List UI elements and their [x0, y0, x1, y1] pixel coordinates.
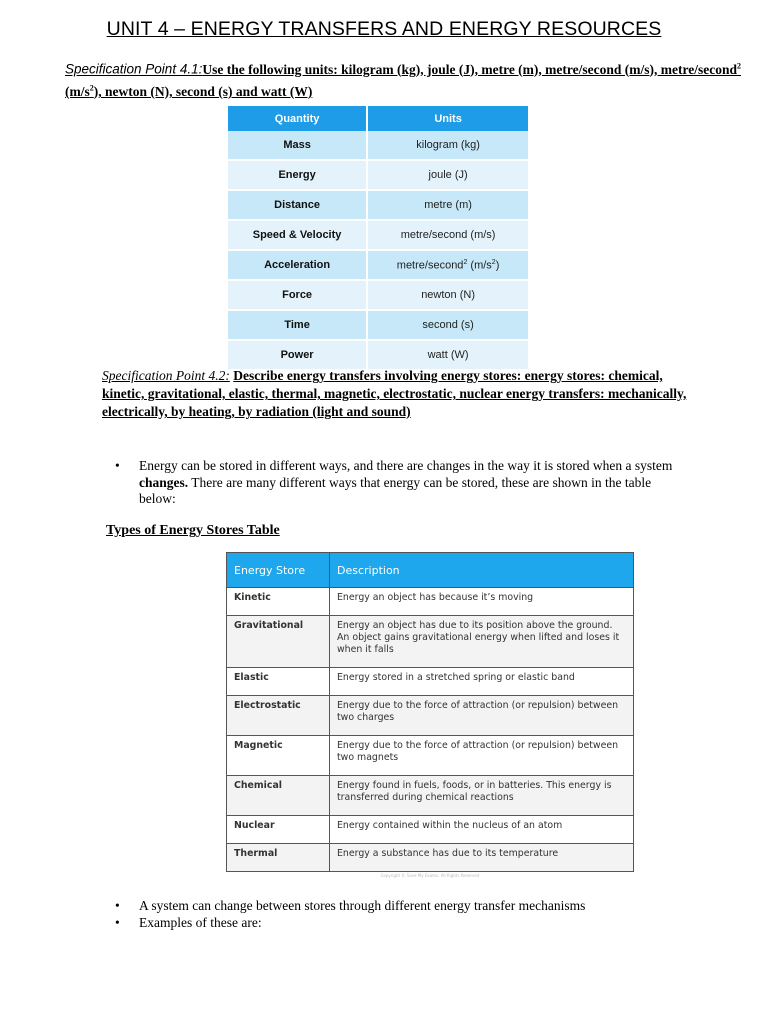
bullet-text-after: There are many different ways that energy can be stored, these are shown in the table below: — [139, 474, 652, 506]
unit-cell — [367, 250, 528, 280]
table-row — [228, 190, 528, 220]
list-item — [115, 915, 675, 932]
bullet-text: Energy can be stored in different ways, and there are changes in the way it is stored when a system — [139, 458, 673, 473]
unit-cell: watt (W) — [367, 340, 528, 369]
store-cell: Thermal — [227, 844, 330, 872]
quantity-cell: Acceleration — [228, 250, 367, 280]
table-row — [228, 310, 528, 340]
quantity-cell: Power — [228, 340, 367, 369]
store-cell: Kinetic — [227, 588, 330, 616]
copyright-note: Copyright © Save My Exams. All Rights Reserved — [380, 873, 480, 878]
store-cell: Magnetic — [227, 736, 330, 776]
table-row — [227, 588, 634, 616]
unit-cell: kilogram (kg) — [367, 131, 528, 160]
stores-table-header — [227, 553, 634, 588]
bullet-icon: • — [115, 458, 120, 473]
table-row — [227, 736, 634, 776]
store-cell: Gravitational — [227, 616, 330, 668]
table-row — [227, 816, 634, 844]
bullet-list-top — [115, 458, 675, 508]
page-title: UNIT 4 – ENERGY TRANSFERS AND ENERGY RESOURCES — [106, 18, 662, 40]
unit-sup: 2 — [463, 258, 468, 266]
table-row — [228, 340, 528, 369]
description-cell: Energy due to the force of attraction (or repulsion) between two charges — [330, 696, 634, 736]
description-cell: Energy contained within the nucleus of an atom — [330, 816, 634, 844]
unit-mid: (m/s — [467, 259, 492, 272]
table-row — [227, 668, 634, 696]
description-cell: Energy found in fuels, foods, or in batteries. This energy is transferred during chemical reactions — [330, 776, 634, 816]
quantity-cell: Speed & Velocity — [228, 220, 367, 250]
table-row — [227, 844, 634, 872]
bullet-icon: • — [115, 914, 120, 930]
bullet-bold: changes. — [139, 474, 189, 490]
spec-text-b: (m/s — [65, 84, 90, 99]
store-cell: Elastic — [227, 668, 330, 696]
quantity-cell: Distance — [228, 190, 367, 220]
table-row — [228, 250, 528, 280]
header-units: Units — [367, 106, 528, 131]
unit-cell: joule (J) — [367, 160, 528, 190]
description-cell: Energy a substance has due to its temperature — [330, 844, 634, 872]
description-cell: Energy stored in a stretched spring or elastic band — [330, 668, 634, 696]
store-cell: Nuclear — [227, 816, 330, 844]
list-item — [115, 898, 675, 915]
table-row — [227, 776, 634, 816]
spec-text: Describe energy transfers involving energy stores: energy stores: chemical, kinetic, gravitational, elastic, thermal, magnetic, electrostatic, nuclear energy transfers: mechanically, electrically, by heating, by radiation (light and sound) — [102, 368, 687, 419]
spec-sup-b: 2 — [89, 83, 94, 93]
list-item — [115, 458, 675, 508]
bullet-text: A system can change between stores through different energy transfer mechanisms — [139, 898, 586, 913]
unit-cell: metre (m) — [367, 190, 528, 220]
unit-sup2: 2 — [491, 258, 496, 266]
unit-cell: newton (N) — [367, 280, 528, 310]
spec-point-4-2 — [102, 367, 692, 421]
quantity-cell: Mass — [228, 131, 367, 160]
header-quantity: Quantity — [228, 106, 367, 131]
table-row — [228, 131, 528, 160]
bullet-icon: • — [115, 898, 120, 913]
unit-text: metre/second — [396, 259, 464, 272]
unit-cell: metre/second (m/s) — [367, 220, 528, 250]
spec-text-a: Use the following units: kilogram (kg), joule (J), metre (m), metre/second (m/s), metre/second — [202, 61, 737, 77]
spec-point-4-1 — [65, 56, 755, 101]
spec-sup-a: 2 — [737, 61, 741, 70]
table-row — [227, 696, 634, 736]
header-description: Description — [330, 553, 634, 588]
table-row — [228, 280, 528, 310]
table-row — [228, 220, 528, 250]
store-cell: Electrostatic — [227, 696, 330, 736]
quantity-cell: Force — [228, 280, 367, 310]
unit-end: ) — [495, 259, 500, 272]
quantity-cell: Energy — [228, 160, 367, 190]
units-table — [228, 106, 528, 369]
stores-heading: Types of Energy Stores Table — [106, 523, 280, 538]
energy-stores-table — [226, 552, 634, 872]
spec-label: Specification Point 4.2: — [102, 368, 230, 383]
table-row — [227, 616, 634, 668]
unit-cell: second (s) — [367, 310, 528, 340]
spec-text-c: ), newton (N), second (s) and watt (W) — [93, 84, 313, 99]
quantity-cell: Time — [228, 310, 367, 340]
table-row — [228, 160, 528, 190]
store-cell: Chemical — [227, 776, 330, 816]
header-energy-store: Energy Store — [227, 553, 330, 588]
description-cell: Energy an object has due to its position above the ground. An object gains gravitational energy when lifted and loses it when it falls — [330, 616, 634, 668]
bullet-list-bottom — [115, 898, 675, 931]
spec-label: Specification Point 4.1: — [65, 61, 203, 77]
description-cell: Energy due to the force of attraction (or repulsion) between two magnets — [330, 736, 634, 776]
description-cell: Energy an object has because it’s moving — [330, 588, 634, 616]
units-table-header — [228, 106, 528, 131]
bullet-text: Examples of these are: — [139, 914, 262, 930]
